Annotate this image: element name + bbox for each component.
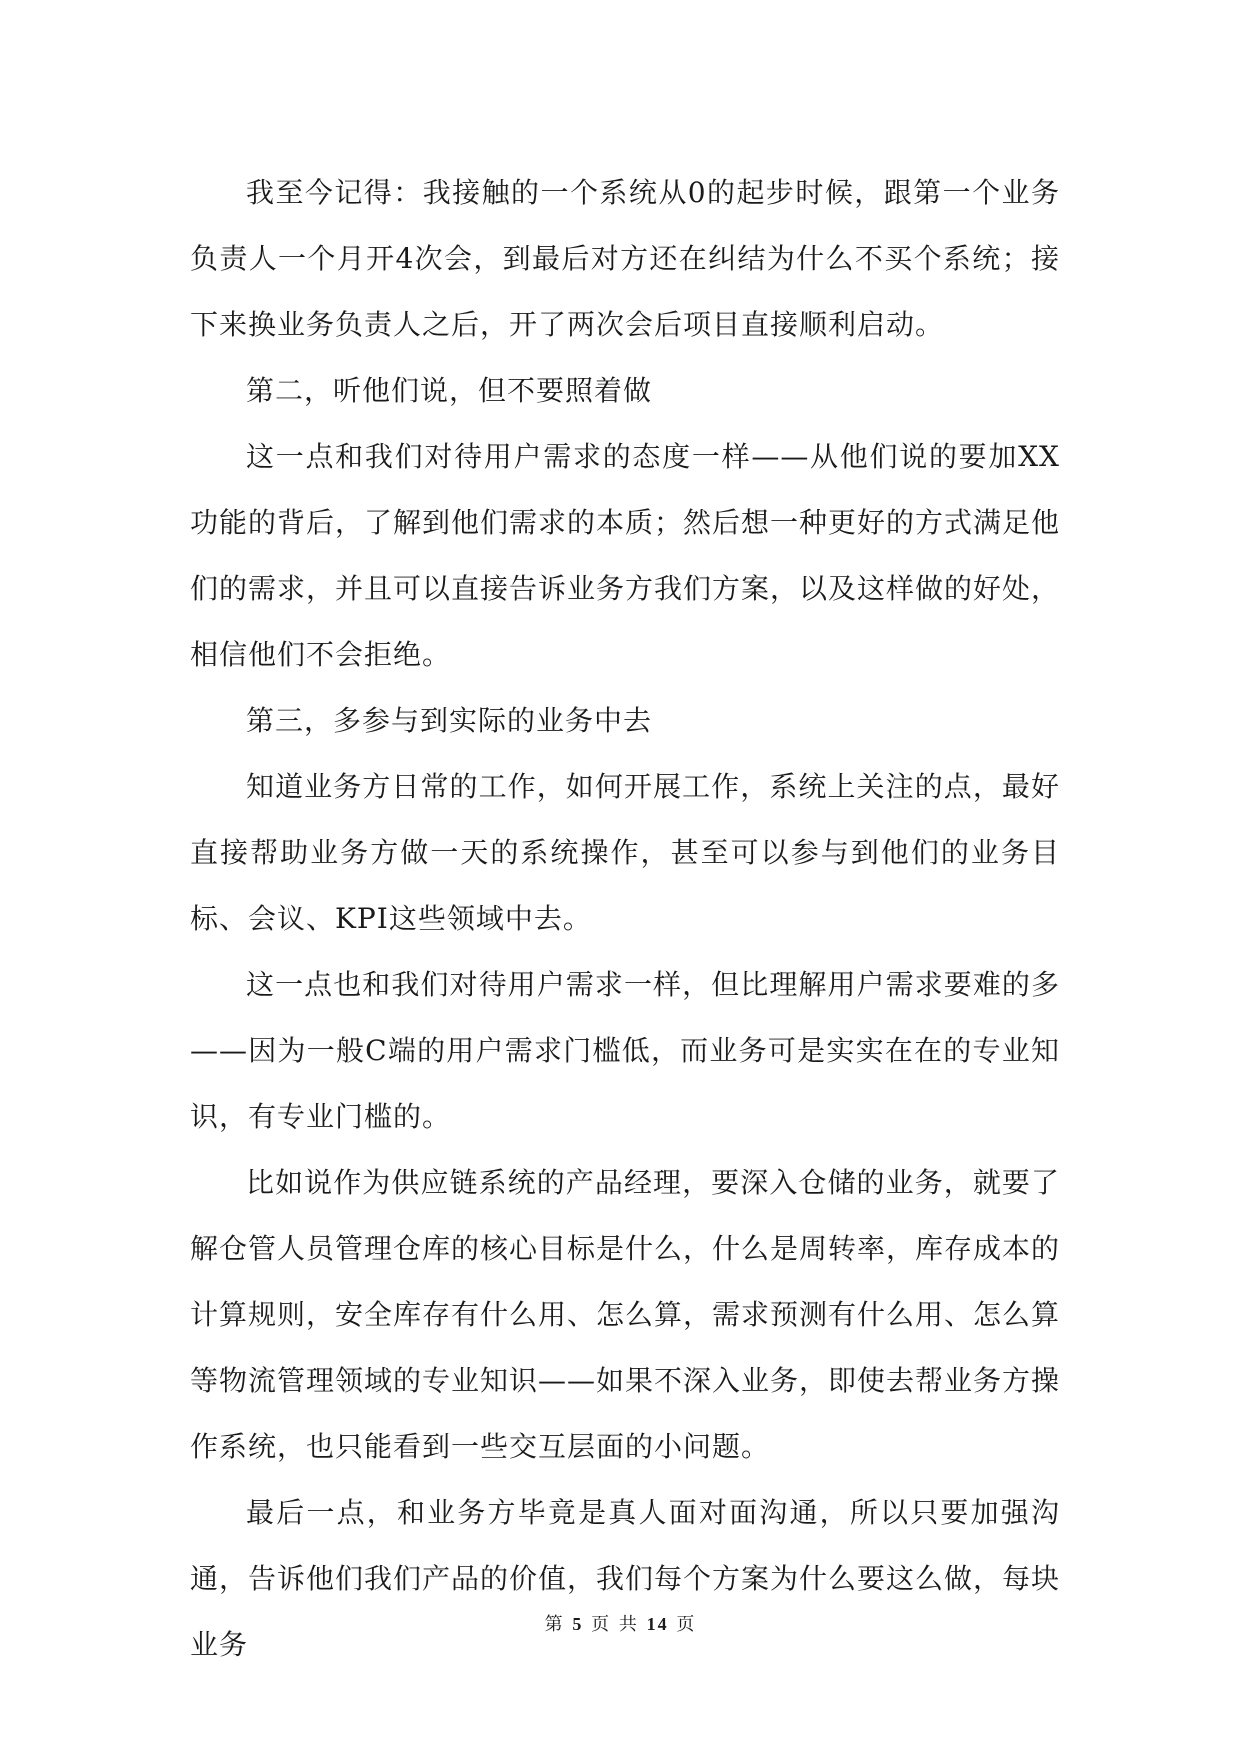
footer-prefix: 第 bbox=[544, 1614, 565, 1635]
footer-middle: 页 共 bbox=[591, 1614, 639, 1635]
paragraph-last-point: 最后一点，和业务方毕竟是真人面对面沟通，所以只要加强沟通，告诉他们我们产品的价值，我们每个方案为什么要这么做，每块业务 bbox=[190, 1496, 1061, 1661]
total-pages-number: 14 bbox=[646, 1614, 669, 1634]
current-page-number: 5 bbox=[572, 1614, 584, 1634]
page-footer bbox=[0, 1610, 1241, 1636]
heading-second-point: 第二，听他们说，但不要照着做 bbox=[246, 374, 653, 407]
heading-third-point: 第三，多参与到实际的业务中去 bbox=[246, 704, 653, 737]
body-text bbox=[190, 160, 1060, 1678]
paragraph-daily-work: 知道业务方日常的工作，如何开展工作，系统上关注的点，最好直接帮助业务方做一天的系统操作，甚至可以参与到他们的业务目标、会议、KPI这些领域中去。 bbox=[190, 770, 1060, 935]
paragraph-user-needs: 这一点和我们对待用户需求的态度一样——从他们说的要加XX功能的背后，了解到他们需求的本质；然后想一种更好的方式满足他们的需求，并且可以直接告诉业务方我们方案，以及这样做的好处，相信他们不会拒绝。 bbox=[190, 440, 1061, 671]
paragraph-professional-threshold: 这一点也和我们对待用户需求一样，但比理解用户需求要难的多——因为一般C端的用户需求门槛低，而业务可是实实在在的专业知识，有专业门槛的。 bbox=[190, 968, 1060, 1133]
paragraph-supply-chain-example: 比如说作为供应链系统的产品经理，要深入仓储的业务，就要了解仓管人员管理仓库的核心目标是什么，什么是周转率，库存成本的计算规则，安全库存有什么用、怎么算，需求预测有什么用、怎么算等物流管理领域的专业知识——如果不深入业务，即使去帮业务方操作系统，也只能看到一些交互层面的小问题。 bbox=[190, 1166, 1061, 1463]
footer-suffix: 页 bbox=[676, 1614, 697, 1635]
paragraph-meeting-memory: 我至今记得：我接触的一个系统从0的起步时候，跟第一个业务负责人一个月开4次会，到最后对方还在纠结为什么不买个系统；接下来换业务负责人之后，开了两次会后项目直接顺利启动。 bbox=[190, 176, 1060, 341]
